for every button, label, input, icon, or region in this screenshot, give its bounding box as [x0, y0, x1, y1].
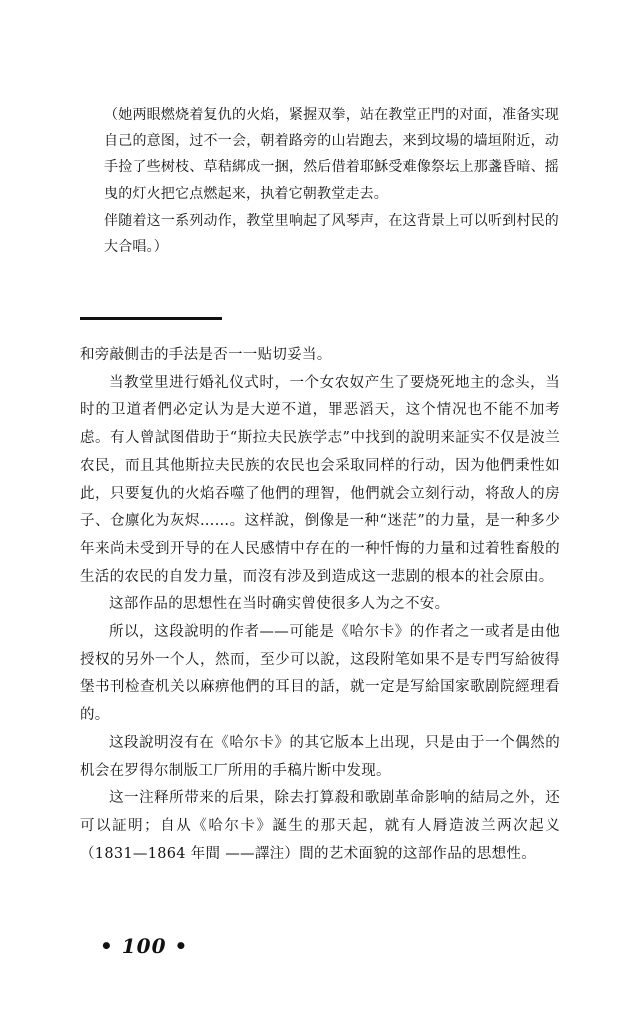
section-divider: [80, 317, 222, 320]
stage-direction-quote: [104, 102, 559, 260]
quote-paragraph-2: 伴随着这一系列动作，教堂里响起了风琴声，在这背景上可以听到村民的大合唱。）: [104, 212, 559, 256]
body-paragraph-2: 当教堂里进行婚礼仪式时，一个女农奴产生了要烧死地主的念头，当时的卫道者們必定认为是大逆不道，罪恶滔天，这个情况也不能不加考虑。有人曾試图借助于“斯拉夫民族学志”中找到的說明来証实不仅是波兰农民，而且其他斯拉夫民族的农民也会采取同样的行动，因为他們秉性如此，只要复仇的火焰吞噬了他們的理智，他們就会立刻行动，将敌人的房子、仓廪化为灰烬……。这样說，倒像是一种“迷茫”的力量，是一种多少年来尚未受到开导的在人民感情中存在的一种忏悔的力量和过着牲畜般的生活的农民的自发力量，而沒有涉及到造成这一悲剧的根本的社会原由。: [80, 374, 560, 585]
body-text: [80, 342, 560, 868]
body-paragraph-3: 这部作品的思想性在当时确实曾使很多人为之不安。: [109, 596, 450, 613]
body-paragraph-5: 这段說明沒有在《哈尔卡》的其它版本上出现，只是由于一个偶然的机会在罗得尔制版工厂所用的手稿片断中发现。: [80, 734, 560, 779]
quote-paragraph-1: （她两眼燃烧着复仇的火焰，紧握双拳，站在教堂正門的对面，准备实现自己的意图，过不一会，朝着路旁的山岩跑去，来到坟場的墙垣附近，动手捡了些树枝、草秸綁成一捆，然后借着耶穌受难像祭坛上那盞昏暗、摇曳的灯火把它点燃起来，执着它朝教堂走去。: [104, 107, 559, 202]
body-paragraph-1: 和旁敲側击的手法是否一一贴切妥当。: [80, 347, 332, 363]
body-paragraph-4: 所以，这段說明的作者——可能是《哈尔卡》的作者之一或者是由他授权的另外一个人，然而，至少可以說，这段附笔如果不是专門写給彼得堡书刊检查机关以麻痹他們的耳目的話，就一定是写給国家歌剧院經理看的。: [80, 624, 560, 724]
page-number: • 100 •: [100, 934, 189, 958]
body-paragraph-6: 这一注释所带来的后果，除去打算殺和歌剧革命影响的結局之外，还可以証明；自从《哈尔卡》誕生的那天起，就有人脣造波兰两次起义（1831—1864 年間 ——譯注）間的艺术面貌的这部作品的思想性。: [80, 790, 560, 862]
